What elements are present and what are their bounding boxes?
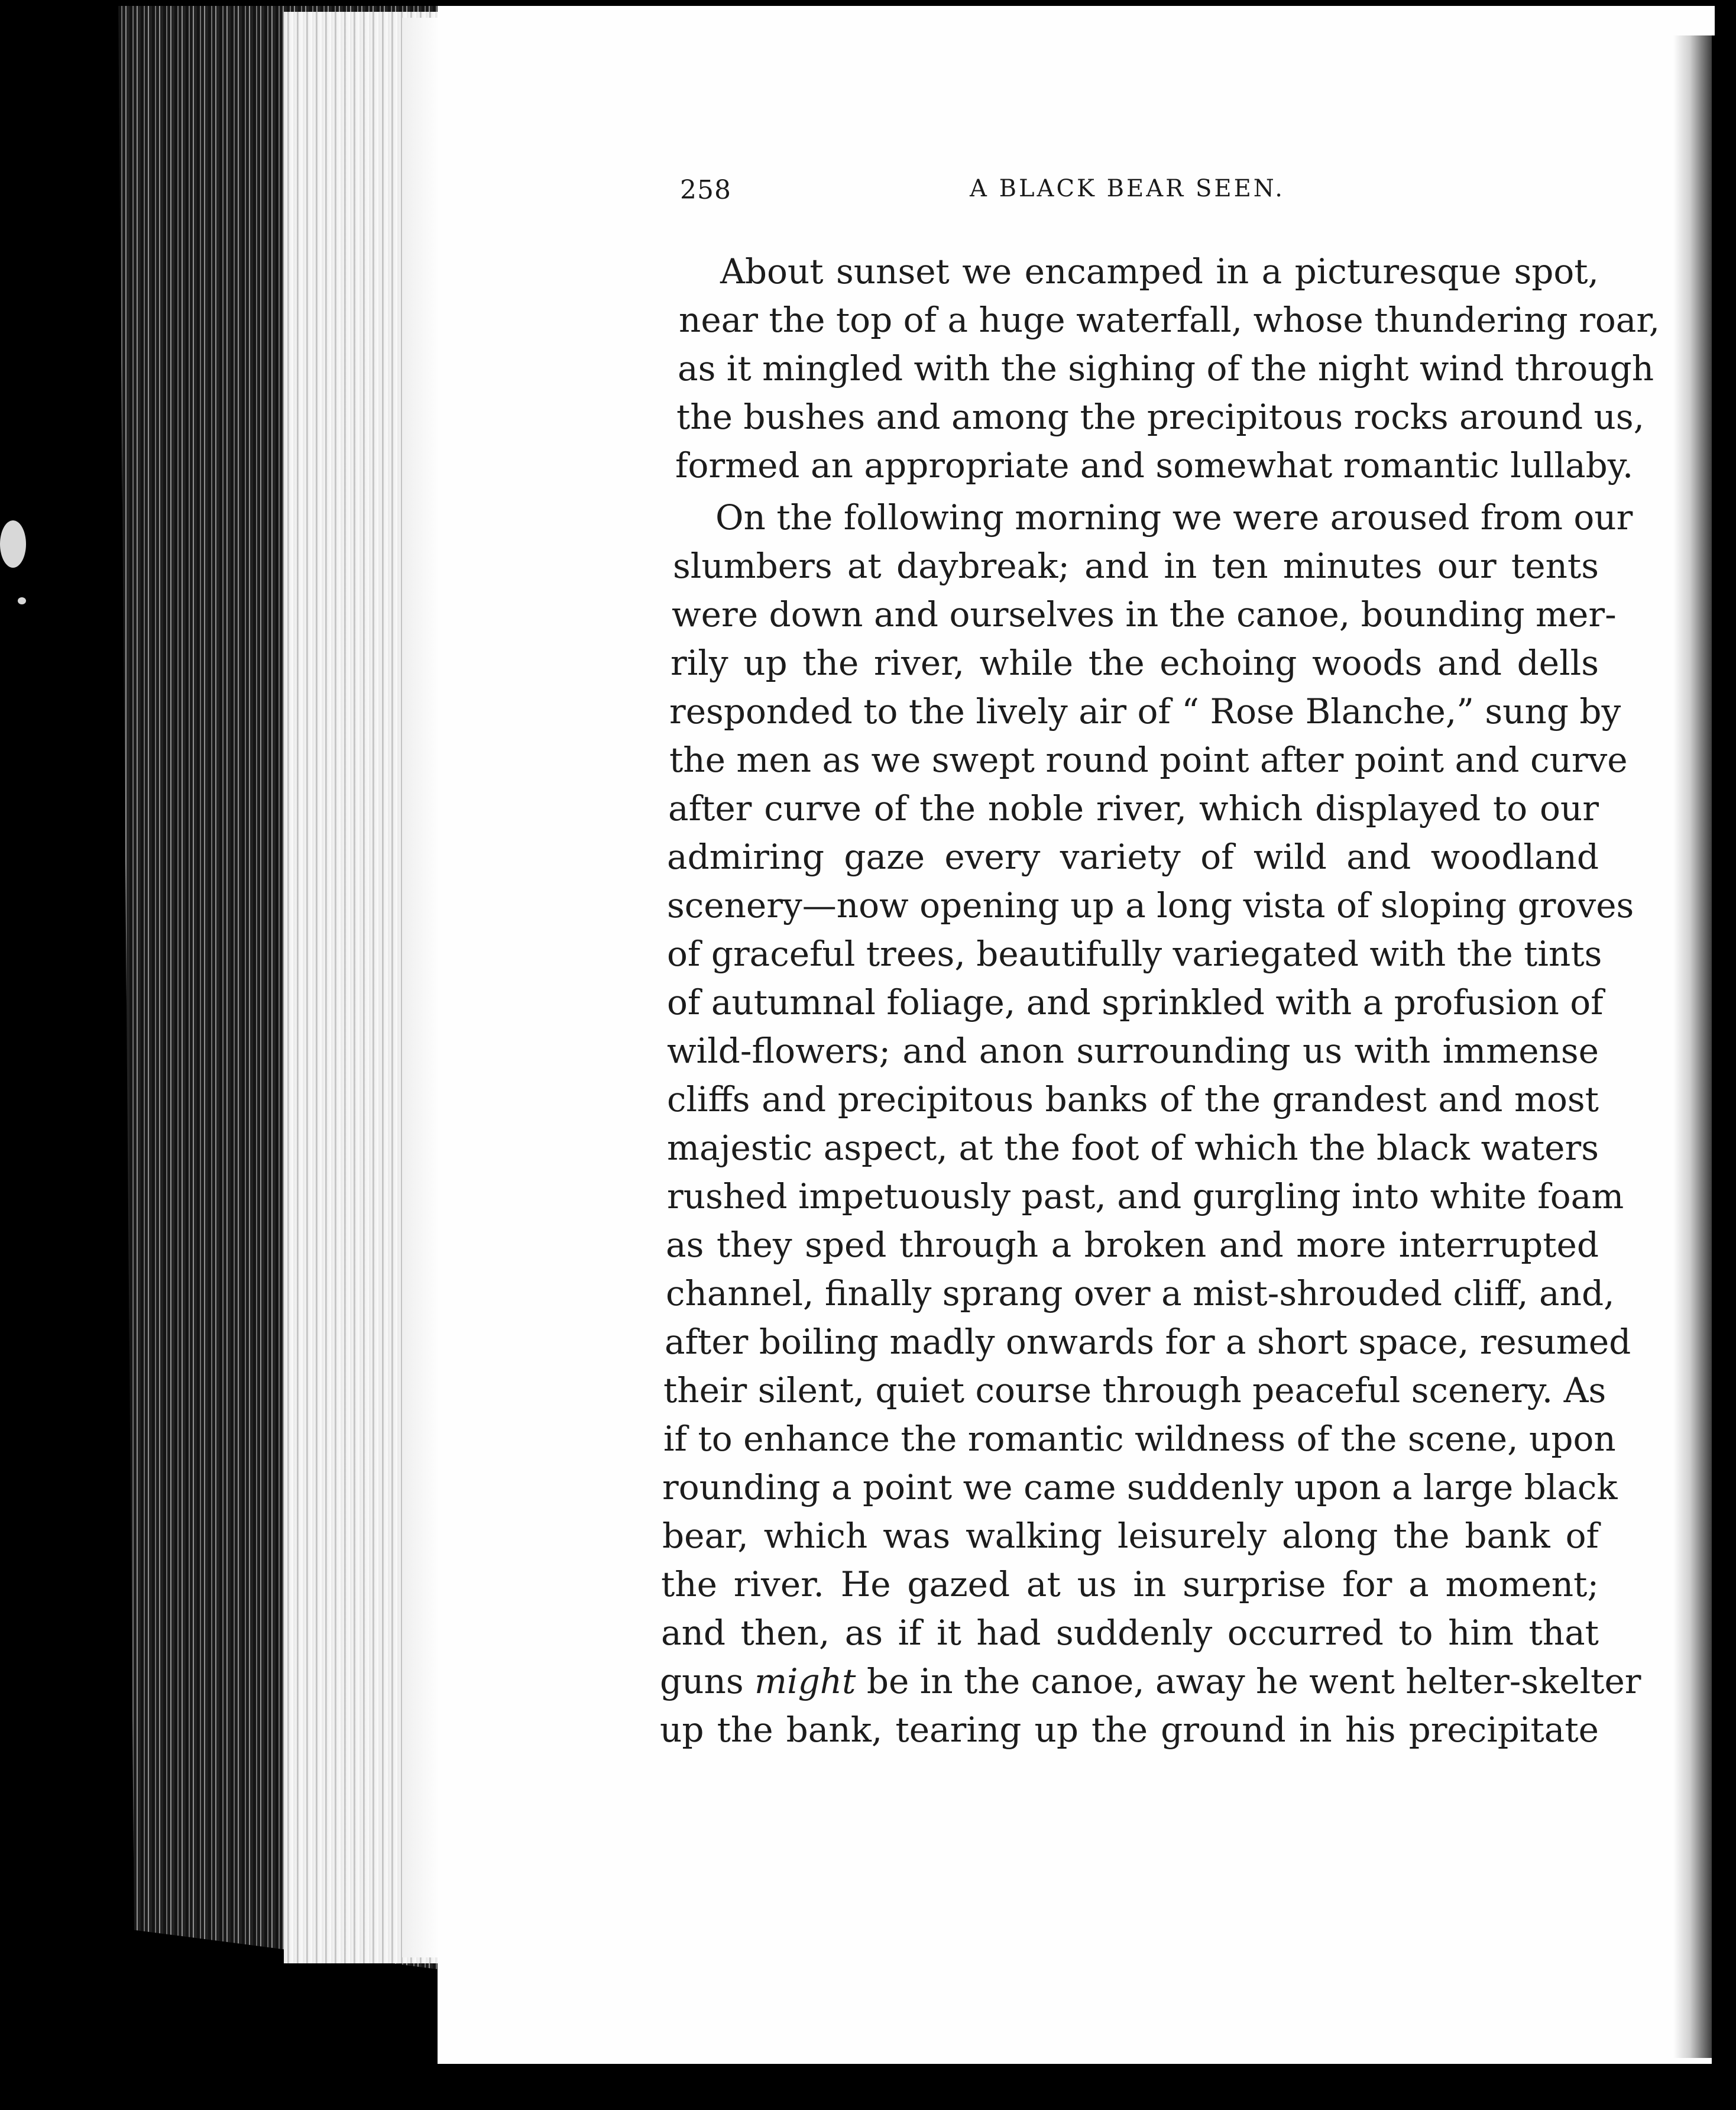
text-line: as they sped through a broken and more interrupted	[666, 1225, 1599, 1265]
text-line: the men as we swept round point after point and curve	[669, 740, 1628, 780]
text-line: if to enhance the romantic wildness of the scene, upon	[663, 1419, 1616, 1459]
text-line: On the following morning we were aroused from our	[715, 497, 1633, 538]
running-head: A BLACK BEAR SEEN.	[970, 175, 1285, 202]
text-line: responded to the lively air of “ Rose Blanche,” sung by	[669, 691, 1621, 732]
italic-word: might	[754, 1661, 856, 1701]
text-line: rounding a point we came suddenly upon a large black	[662, 1467, 1618, 1507]
text-line: rushed impetuously past, and gurgling into white foam	[667, 1176, 1624, 1216]
text-line: up the bank, tearing up the ground in his precipitate	[660, 1710, 1599, 1750]
text-line: the river. He gazed at us in surprise for a moment;	[661, 1564, 1599, 1604]
text-line: of autumnal foliage, and sprinkled with a profusion of	[667, 982, 1604, 1022]
text-line: were down and ourselves in the canoe, bounding mer-	[672, 594, 1617, 635]
text-line: About sunset we encamped in a picturesque spot,	[720, 251, 1599, 292]
text-line: majestic aspect, at the foot of which the black waters	[667, 1128, 1599, 1168]
text-line: their silent, quiet course through peaceful scenery. As	[663, 1370, 1607, 1410]
text-line: formed an appropriate and somewhat romantic lullaby.	[675, 445, 1634, 486]
text-line: the bushes and among the precipitous rocks around us,	[676, 397, 1645, 437]
text-run: be in the canoe, away he went helter-skelter	[856, 1661, 1641, 1701]
text-line: after boiling madly onwards for a short space, resumed	[665, 1322, 1631, 1362]
text-line: of graceful trees, beautifully variegated with the tints	[667, 934, 1602, 974]
text-line: wild-flowers; and anon surrounding us with immense	[667, 1031, 1599, 1071]
text-line: and then, as if it had suddenly occurred to him that	[661, 1613, 1599, 1653]
text-line: as it mingled with the sighing of the night wind through	[678, 348, 1654, 389]
text-line: admiring gaze every variety of wild and woodland	[667, 837, 1599, 877]
text-line: cliffs and precipitous banks of the grandest and most	[667, 1079, 1599, 1119]
page-number: 258	[680, 175, 731, 205]
text-line: channel, finally sprang over a mist-shrouded cliff, and,	[666, 1273, 1615, 1313]
text-line-with-italic	[660, 1661, 1641, 1702]
text-line: rily up the river, while the echoing woods and dells	[671, 643, 1599, 683]
text-line: bear, which was walking leisurely along the bank of	[662, 1516, 1599, 1556]
text-line: scenery—now opening up a long vista of sloping groves	[667, 885, 1634, 925]
text-line: after curve of the noble river, which displayed to our	[668, 788, 1599, 829]
text-run: guns	[660, 1661, 755, 1701]
text-line: slumbers at daybreak; and in ten minutes our tents	[673, 546, 1599, 586]
text-line: near the top of a huge waterfall, whose thundering roar,	[679, 300, 1660, 340]
